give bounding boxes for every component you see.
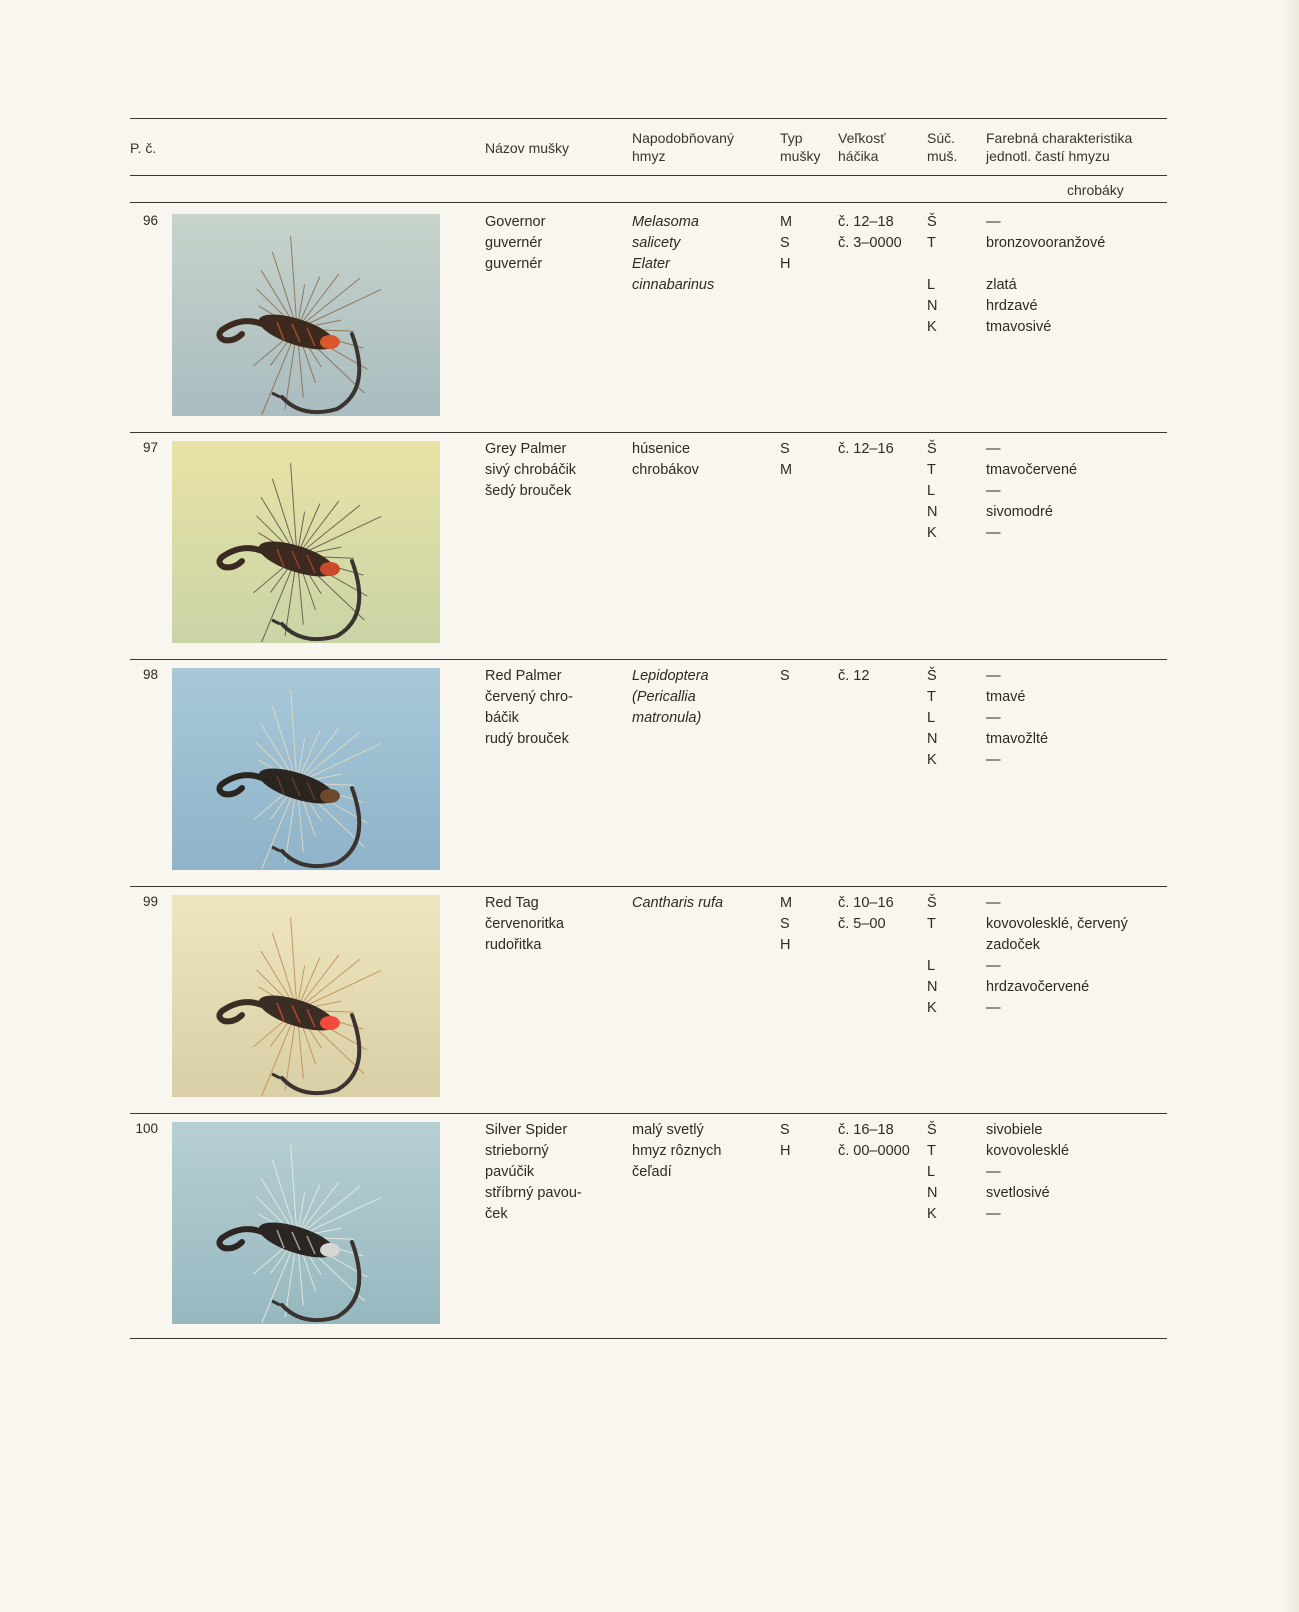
fly-parts-line: L <box>927 1164 936 1180</box>
header-col-type-line2: mušky <box>780 148 821 164</box>
color-characteristics-line: hrdzavočervené <box>986 979 1090 995</box>
row-number: 100 <box>135 1121 158 1136</box>
hook-size-line: č. 3–0000 <box>838 235 902 251</box>
header-top-rule <box>130 118 1167 119</box>
fly-parts <box>927 893 937 1019</box>
color-characteristics-line: — <box>986 1206 1001 1222</box>
header-col-size-line1: Veľkosť <box>838 130 886 146</box>
color-characteristics <box>986 893 1128 1019</box>
header-col-num: P. č. <box>130 140 157 156</box>
hook-size <box>838 439 894 460</box>
fly-parts-line: L <box>927 277 936 293</box>
fly-name <box>485 212 545 275</box>
fly-name-line: ček <box>485 1206 508 1222</box>
fly-photo <box>172 1122 440 1324</box>
fly-parts-line: L <box>927 958 936 974</box>
color-characteristics-line: tmavožlté <box>986 731 1049 747</box>
fly-parts-line: T <box>927 689 936 705</box>
hook-size-line: č. 12 <box>838 668 870 684</box>
imitated-insect-line: Melasoma <box>632 214 699 230</box>
row-separator <box>130 886 1167 887</box>
header-col-size-line2: háčika <box>838 148 879 164</box>
header-col-type-line1: Typ <box>780 130 803 146</box>
fly-type <box>780 212 792 275</box>
fly-type-line: H <box>780 1143 791 1159</box>
fly-type <box>780 666 790 687</box>
fly-name-line: báčik <box>485 710 519 726</box>
fly-parts-line: K <box>927 1000 937 1016</box>
fly-parts-line: Š <box>927 441 937 457</box>
fly-name <box>485 893 564 956</box>
fly-type-line: S <box>780 235 790 251</box>
imitated-insect <box>632 1120 721 1183</box>
fly-name-line: Grey Palmer <box>485 441 567 457</box>
color-characteristics-line: — <box>986 1164 1001 1180</box>
imitated-insect <box>632 666 709 729</box>
imitated-insect-line: húsenice <box>632 441 691 457</box>
header-bottom-rule <box>130 175 1167 176</box>
fly-name-line: Silver Spider <box>485 1122 568 1138</box>
fly-name-line: strieborný <box>485 1143 549 1159</box>
fly-name-line: červenoritka <box>485 916 564 932</box>
fly-name-line: rudý brouček <box>485 731 569 747</box>
row-number: 98 <box>142 667 158 682</box>
color-characteristics-line: — <box>986 668 1001 684</box>
fly-name <box>485 439 576 502</box>
color-characteristics-line: — <box>986 958 1001 974</box>
fly-name-line: guvernér <box>485 235 543 251</box>
fly-parts-line: N <box>927 979 938 995</box>
imitated-insect <box>632 439 699 481</box>
page-edge <box>1281 0 1299 1612</box>
fly-parts-line: K <box>927 319 937 335</box>
fly-type-line: M <box>780 895 793 911</box>
color-characteristics-line: kovovolesklé <box>986 1143 1070 1159</box>
fly-parts <box>927 1120 937 1225</box>
fly-parts-line: T <box>927 235 936 251</box>
color-characteristics <box>986 212 1105 338</box>
header-col-parts <box>927 129 957 165</box>
fly-type <box>780 439 792 481</box>
imitated-insect-line: hmyz rôznych <box>632 1143 722 1159</box>
fly-name-line: šedý brouček <box>485 483 572 499</box>
row-number: 96 <box>142 213 158 228</box>
hook-size-line: č. 00–0000 <box>838 1143 910 1159</box>
table-row <box>0 893 1299 1115</box>
imitated-insect-line: salicety <box>632 235 681 251</box>
header-col-name: Názov mušky <box>485 140 570 156</box>
fly-parts <box>927 439 937 544</box>
header-col-color-line1: Farebná charakteristika <box>986 130 1133 146</box>
row-separator <box>130 1113 1167 1114</box>
imitated-insect <box>632 893 723 914</box>
fly-parts-line: N <box>927 298 938 314</box>
fly-name-line: sivý chrobáčik <box>485 462 577 478</box>
fly-type-line: H <box>780 256 791 272</box>
fly-name-line: guvernér <box>485 256 543 272</box>
imitated-insect-line: cinnabarinus <box>632 277 715 293</box>
color-characteristics <box>986 1120 1069 1225</box>
fly-parts <box>927 212 937 338</box>
fly-parts-line: K <box>927 525 937 541</box>
row-number: 99 <box>142 894 158 909</box>
fly-parts-line: K <box>927 1206 937 1222</box>
color-characteristics-line: — <box>986 441 1001 457</box>
fly-parts-line: L <box>927 710 936 726</box>
fly-parts-line: Š <box>927 1122 937 1138</box>
fly-parts-line <box>927 935 937 956</box>
color-characteristics-line: — <box>986 710 1001 726</box>
header-col-parts-line2: muš. <box>927 148 958 164</box>
color-characteristics-line: bronzovooranžové <box>986 235 1106 251</box>
fly-type-line: M <box>780 214 793 230</box>
fly-name-line: Red Palmer <box>485 668 562 684</box>
imitated-insect <box>632 212 714 296</box>
imitated-insect-line: chrobákov <box>632 462 699 478</box>
color-characteristics-line: tmavé <box>986 689 1026 705</box>
hook-size-line: č. 5–00 <box>838 916 886 932</box>
fly-parts <box>927 666 937 771</box>
color-characteristics-line: — <box>986 214 1001 230</box>
fly-type-line: S <box>780 1122 790 1138</box>
table-bottom-rule <box>130 1338 1167 1339</box>
table-row <box>0 1120 1299 1342</box>
header-col-type <box>780 129 820 165</box>
header-col-insect-line2: hmyz <box>632 148 666 164</box>
fly-parts-line: N <box>927 731 938 747</box>
header-col-insect-line1: Napodobňovaný <box>632 130 734 146</box>
color-characteristics-line: sivomodré <box>986 504 1053 520</box>
color-characteristics-line: — <box>986 1000 1001 1016</box>
hook-size <box>838 893 894 935</box>
fly-type <box>780 1120 790 1162</box>
fly-type-line: S <box>780 441 790 457</box>
fly-type-line: S <box>780 668 790 684</box>
color-characteristics-line: hrdzavé <box>986 298 1038 314</box>
fly-name-line: červený chro- <box>485 689 573 705</box>
hook-size <box>838 212 902 254</box>
color-characteristics-line: tmavosivé <box>986 319 1052 335</box>
fly-name-line: stříbrný pavou- <box>485 1185 582 1201</box>
fly-parts-line: Š <box>927 668 937 684</box>
fly-photo <box>172 214 440 416</box>
fly-name-line: Red Tag <box>485 895 539 911</box>
fly-type-line: M <box>780 462 793 478</box>
fly-parts-line: N <box>927 1185 938 1201</box>
imitated-insect-line: (Pericallia <box>632 689 696 705</box>
fly-photo <box>172 441 440 643</box>
hook-size-line: č. 10–16 <box>838 895 894 911</box>
hook-size-line: č. 16–18 <box>838 1122 894 1138</box>
fly-photo <box>172 668 440 870</box>
row-number: 97 <box>142 440 158 455</box>
header-col-size <box>838 129 885 165</box>
fly-type <box>780 893 792 956</box>
header-col-color <box>986 129 1132 165</box>
fly-name-line: pavúčik <box>485 1164 535 1180</box>
header-col-color-line2: jednotl. častí hmyzu <box>986 148 1110 164</box>
fly-parts-line: T <box>927 916 936 932</box>
fly-type-line: S <box>780 916 790 932</box>
imitated-insect-line: Elater <box>632 256 670 272</box>
hook-size <box>838 1120 910 1162</box>
color-characteristics <box>986 439 1077 544</box>
fly-name-line: Governor <box>485 214 546 230</box>
color-characteristics-line: zadoček <box>986 937 1041 953</box>
fly-name <box>485 666 573 750</box>
fly-name <box>485 1120 582 1225</box>
fly-parts-line: Š <box>927 895 937 911</box>
fly-parts-line: T <box>927 1143 936 1159</box>
imitated-insect-line: Cantharis rufa <box>632 895 724 911</box>
color-characteristics-line <box>986 254 1105 275</box>
color-characteristics-line: sivobiele <box>986 1122 1043 1138</box>
fly-photo <box>172 895 440 1097</box>
color-characteristics-line: kovovolesklé, červený <box>986 916 1128 932</box>
color-characteristics <box>986 666 1048 771</box>
header-col-insect <box>632 129 734 165</box>
imitated-insect-line: čeľadí <box>632 1164 672 1180</box>
fly-name-line: rudořitka <box>485 937 542 953</box>
table-row <box>0 666 1299 888</box>
hook-size <box>838 666 869 687</box>
table-row <box>0 212 1299 434</box>
color-characteristics-line: — <box>986 525 1001 541</box>
color-characteristics-line: svetlosivé <box>986 1185 1050 1201</box>
hook-size-line: č. 12–16 <box>838 441 894 457</box>
color-characteristics-line: — <box>986 895 1001 911</box>
section-label: chrobáky <box>1067 182 1124 198</box>
fly-parts-line: L <box>927 483 936 499</box>
color-characteristics-line: — <box>986 752 1001 768</box>
table-row <box>0 439 1299 661</box>
row-separator <box>130 432 1167 433</box>
hook-size-line: č. 12–18 <box>838 214 894 230</box>
color-characteristics-line: — <box>986 483 1001 499</box>
fly-type-line: H <box>780 937 791 953</box>
color-characteristics-line: tmavočervené <box>986 462 1078 478</box>
section-rule <box>130 202 1167 203</box>
fly-parts-line: K <box>927 752 937 768</box>
fly-parts-line <box>927 254 937 275</box>
color-characteristics-line: zlatá <box>986 277 1017 293</box>
row-separator <box>130 659 1167 660</box>
imitated-insect-line: matronula) <box>632 710 702 726</box>
fly-parts-line: N <box>927 504 938 520</box>
fly-parts-line: T <box>927 462 936 478</box>
imitated-insect-line: Lepidoptera <box>632 668 709 684</box>
fly-parts-line: Š <box>927 214 937 230</box>
header-col-parts-line1: Súč. <box>927 130 956 146</box>
imitated-insect-line: malý svetlý <box>632 1122 704 1138</box>
